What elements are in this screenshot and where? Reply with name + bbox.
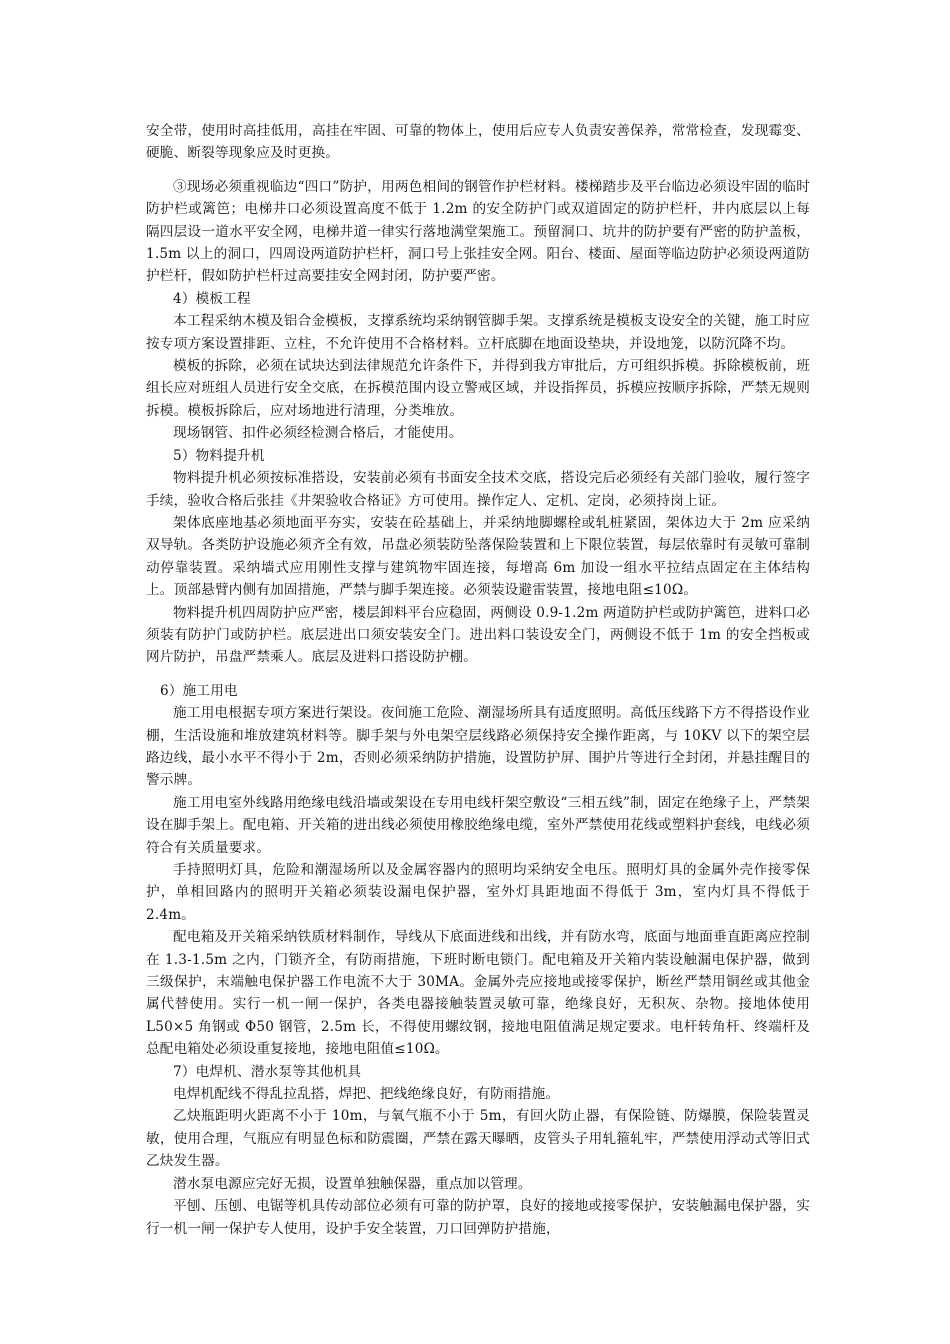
- paragraph-hoist-protection: 物料提升机四周防护应严密，楼层卸料平台应稳固，两侧设 0.9-1.2m 两道防护栏或防护篱笆，进料口必须装有防护门或防护栏。底层进出口须安装安全门。进出料口装设安全门，两侧设不低于 1m 的安全挡板或网片防护，吊盘严禁乘人。底层及进料口搭设防护棚。: [146, 604, 810, 666]
- paragraph-four-openings: ③现场必须重视临边“四口”防护，用两色相间的钢管作护栏材料。楼梯踏步及平台临边必须设牢固的临时防护栏或篱笆；电梯井口必须设置高度不低于 1.2m 的安全防护门或双道固定的防护栏杆，井内底层以上每隔四层设一道水平安全网，电梯井道一律实行落地满堂架施工。预留洞口、坑井的防护要有严密的防护盖板，1.5m 以上的洞口，四周设两道防护栏杆，洞口号上张挂安全网。阳台、楼面、屋面等临边防护必须设两道防护栏杆，假如防护栏杆过高要挂安全网封闭，防护要严密。: [146, 178, 810, 285]
- paragraph-formwork-support: 本工程采纳木模及铝合金模板，支撑系统均采纳钢管脚手架。支撑系统是模板支设安全的关键，施工时应按专项方案设置排距、立柱，不允许使用不合格材料。立杆底脚在地面设垫块，并设地笼，以防沉降不均。: [146, 313, 810, 352]
- paragraph-outdoor-wiring: 施工用电室外线路用绝缘电线沿墙或架设在专用电线杆架空敷设“三相五线”制，固定在绝缘子上，严禁架设在脚手架上。配电箱、开关箱的进出线必须使用橡胶绝缘电缆，室外严禁使用花线或塑料护套线，电线必须符合有关质量要求。: [146, 794, 810, 856]
- paragraph-acetylene: 乙炔瓶距明火距离不小于 10m，与氧气瓶不小于 5m，有回火防止器，有保险链、防爆膜，保险装置灵敏，使用合理，气瓶应有明显色标和防震圈，严禁在露天曝晒，皮管头子用轧箍轧牢，严禁使用浮动式等旧式乙炔发生器。: [146, 1108, 810, 1170]
- paragraph-gap: [146, 669, 810, 680]
- paragraph-power-setup: 施工用电根据专项方案进行架设。夜间施工危险、潮湿场所具有适度照明。高低压线路下方不得搭设作业棚，生活设施和堆放建筑材料等。脚手架与外电架空层线路必须保持安全操作距离，与 10KV 以下的架空层路边线，最小水平不得小于 2m，否则必须采纳防护措施，设置防护屏、围护片等进行全封闭，并悬挂醒目的警示牌。: [146, 705, 810, 789]
- paragraph-gap: [146, 165, 810, 176]
- paragraph-submersible-pump: 潜水泵电源应完好无损，设置单独触保器，重点加以管理。: [173, 1175, 532, 1192]
- paragraph-distribution-box: 配电箱及开关箱采纳铁质材料制作，导线从下底面进线和出线，并有防水弯，底面与地面垂直距离应控制在 1.3-1.5m 之内，门锁齐全，有防雨措施，下班时断电锁门。配电箱及开关箱内装设触漏电保护器，做到三级保护，末端触电保护器工作电流不大于 30MA。金属外壳应接地或接零保护，断丝严禁用铜丝或其他金属代替使用。实行一机一闸一保护，各类电器接触装置灵敏可靠，绝缘良好，无积灰、杂物。接地体使用 L50×5 角钢或 Φ50 钢管，2.5m 长，不得使用螺纹钢，接地电阻值满足规定要求。电杆转角杆、终端杆及总配电箱处必须设重复接地，接地电阻值≤10Ω。: [146, 929, 810, 1058]
- document-body: [146, 120, 810, 1240]
- paragraph-steel-pipe-check: 现场钢管、扣件必须经检测合格后，才能使用。: [173, 425, 463, 442]
- section-heading-welding-pumps: 7）电焊机、潜水泵等其他机具: [173, 1063, 362, 1080]
- paragraph-lighting: 手持照明灯具，危险和潮湿场所以及金属容器内的照明均采纳安全电压。照明灯具的金属外壳作接零保护，单相回路内的照明开关箱必须装设漏电保护器，室外灯具距地面不得低于 3m，室内灯具不得低于 2.4m。: [146, 862, 810, 923]
- section-heading-construction-power: 6）施工用电: [160, 682, 238, 699]
- paragraph-hoist-foundation: 架体底座地基必须地面平夯实，安装在砼基础上，并采纳地脚螺栓或轧桩紧固，架体边大于 2m 应采纳双导轨。各类防护设施必须齐全有效，吊盘必须装防坠落保险装置和上下限位装置，每层依靠时有灵敏可靠制动停靠装置。采纳墙式应用刚性支撑与建筑物牢固连接，每增高 6m 加设一组水平拉结点固定在主体结构上。顶部悬臂内侧有加固措施，严禁与脚手架连接。必须装设避雷装置，接地电阻≤10Ω。: [146, 514, 810, 599]
- paragraph-safety-belt: 安全带，使用时高挂低用，高挂在牢固、可靠的物体上，使用后应专人负责安善保养，常常检查，发现霉变、硬脆、断裂等现象应及时更换。: [146, 123, 810, 162]
- paragraph-formwork-removal: 模板的拆除，必须在试块达到法律规范允许条件下，并得到我方审批后，方可组织拆模。拆除模板前，班组长应对班组人员进行安全交底，在拆模范围内设立警戒区域，并设指挥员，拆模应按顺序拆除，严禁无规则拆模。模板拆除后，应对场地进行清理，分类堆放。: [146, 358, 810, 419]
- section-heading-formwork: 4）模板工程: [173, 290, 251, 307]
- paragraph-welding-wiring: 电焊机配线不得乱拉乱搭，焊把、把线绝缘良好，有防雨措施。: [173, 1086, 560, 1103]
- paragraph-planer-saw: 平刨、压刨、电锯等机具传动部位必须有可靠的防护罩，良好的接地或接零保护，安装触漏电保护器，实行一机一闸一保护专人使用，设护手安全装置，刀口回弹防护措施，: [146, 1198, 810, 1237]
- paragraph-hoist-erection: 物料提升机必须按标准搭设，安装前必须有书面安全技术交底，搭设完后必须经有关部门验收，履行签字手续，验收合格后张挂《井架验收合格证》方可使用。操作定人、定机、定岗，必须持岗上证。: [146, 470, 810, 509]
- section-heading-material-hoist: 5）物料提升机: [173, 447, 265, 464]
